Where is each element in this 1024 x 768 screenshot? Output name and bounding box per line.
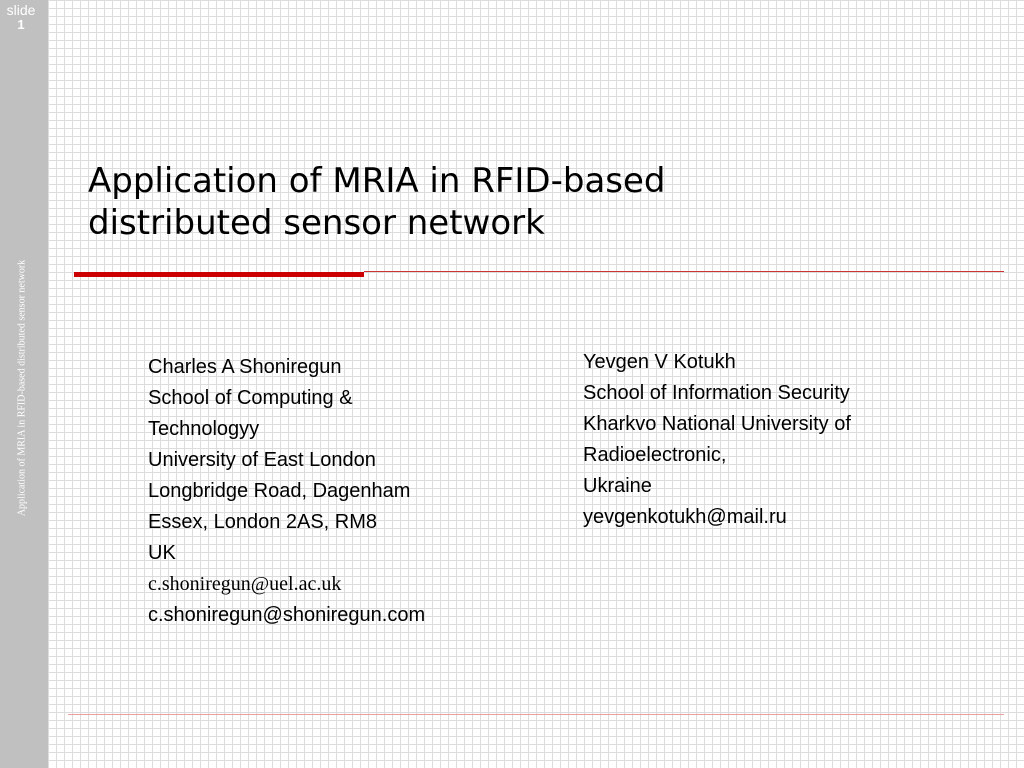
slide-sidebar xyxy=(0,0,48,768)
author-school: School of Information Security xyxy=(583,382,850,404)
author-country: UK xyxy=(148,542,176,564)
author-block-kotukh xyxy=(583,347,1003,533)
author-email-shoniregun: c.shoniregun@shoniregun.com xyxy=(148,604,426,626)
author-address-street: Longbridge Road, Dagenham xyxy=(148,480,411,502)
author-school: School of Computing & xyxy=(148,387,353,409)
title-accent-bar xyxy=(74,272,364,277)
author-country: Ukraine xyxy=(583,475,652,497)
slide-number: 1 xyxy=(17,17,25,33)
author-block-shoniregun xyxy=(148,352,568,631)
author-name: Charles A Shoniregun xyxy=(148,356,342,378)
slide-indicator xyxy=(0,2,42,33)
author-email-uel: c.shoniregun@uel.ac.uk xyxy=(148,573,342,595)
author-email: yevgenkotukh@mail.ru xyxy=(583,506,787,528)
author-name: Yevgen V Kotukh xyxy=(583,351,736,373)
slide-title-line-2: distributed sensor network xyxy=(88,203,545,243)
sidebar-vertical-title: Application of MRIA in RFID-based distributed sensor network xyxy=(16,259,28,517)
author-university: Kharkvo National University of xyxy=(583,413,851,435)
author-university: University of East London xyxy=(148,449,376,471)
title-divider-line xyxy=(364,271,1004,272)
slide-title xyxy=(88,160,968,244)
author-university-cont: Radioelectronic, xyxy=(583,444,727,466)
slide-label: slide xyxy=(6,2,36,18)
slide-title-line-1: Application of MRIA in RFID-based xyxy=(88,161,666,201)
author-school-cont: Technologyy xyxy=(148,418,260,440)
author-address-city: Essex, London 2AS, RM8 xyxy=(148,511,378,533)
footer-divider-line xyxy=(68,714,1004,715)
